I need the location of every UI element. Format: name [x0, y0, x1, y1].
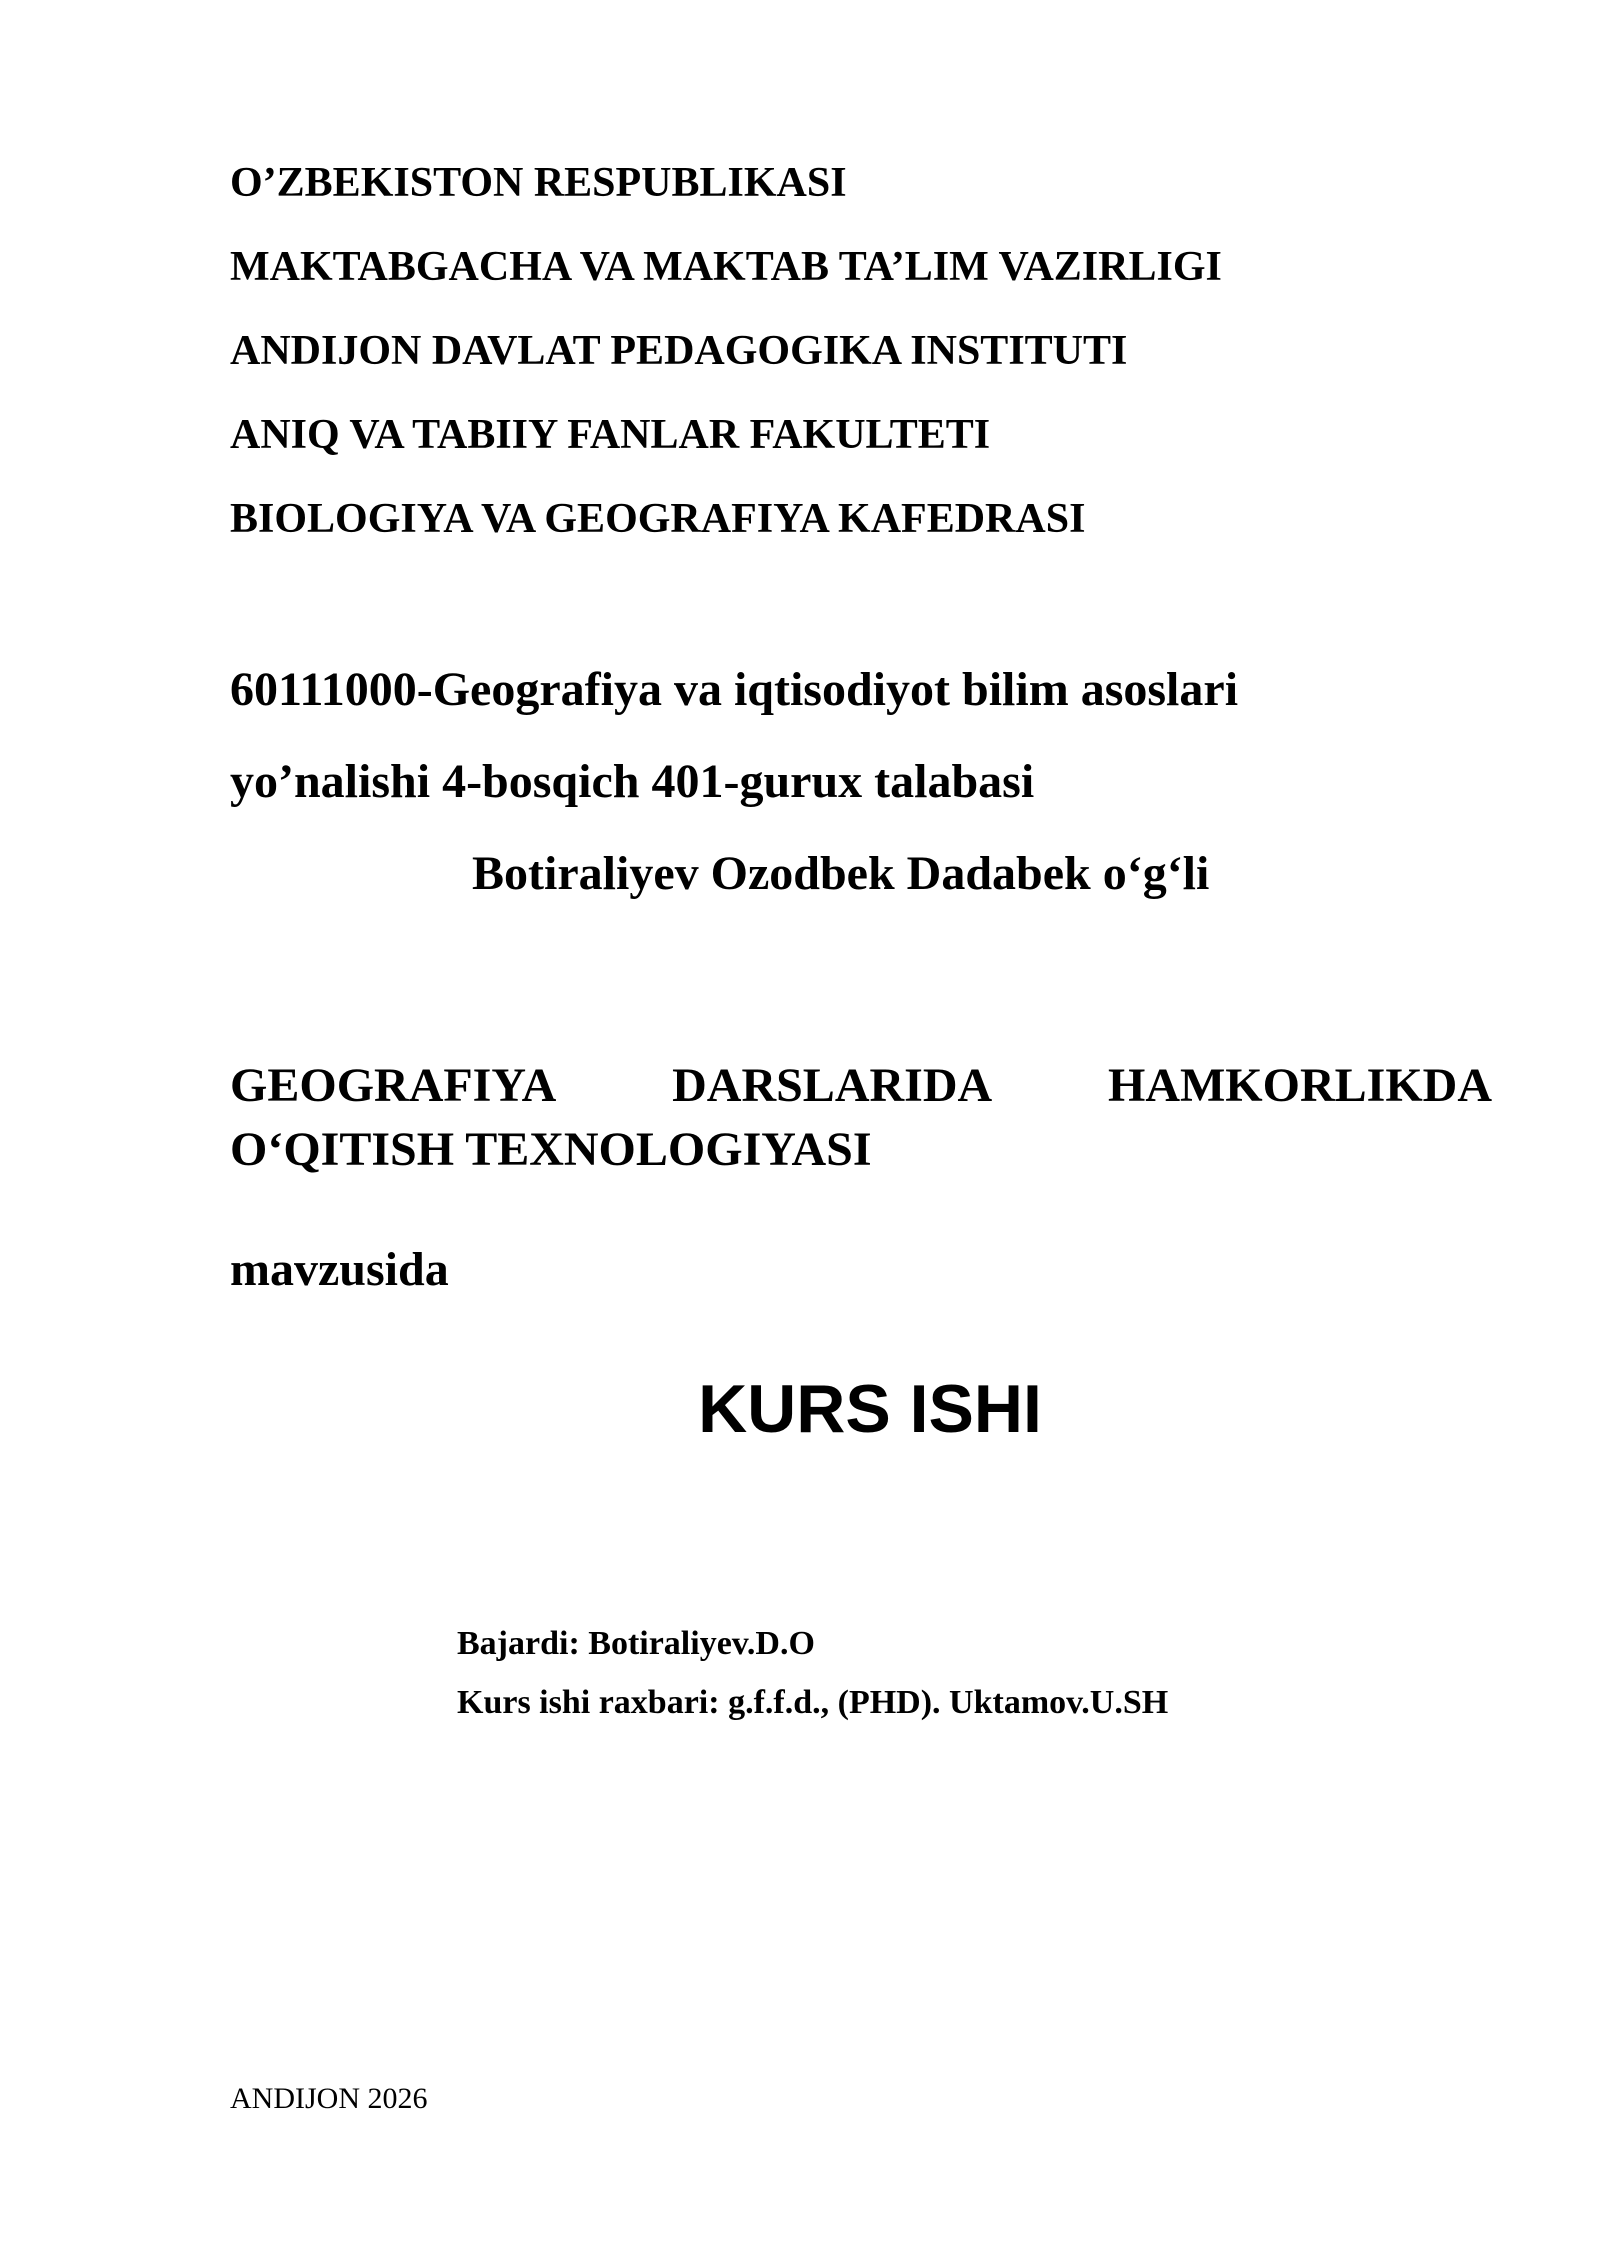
student-program: 60111000-Geografiya va iqtisodiyot bilim asoslari: [230, 663, 1239, 716]
topic-word-3: HAMKORLIKDA: [1107, 1059, 1492, 1112]
header-line-ministry: MAKTABGACHA VA MAKTAB TA’LIM VAZIRLIGI: [230, 244, 1222, 290]
header-line-country: O’ZBEKISTON RESPUBLIKASI: [230, 160, 847, 206]
header-line-faculty: ANIQ VA TABIIY FANLAR FAKULTETI: [230, 412, 991, 458]
supervisor: Kurs ishi raxbari: g.f.f.d., (PHD). Uktamov.U.SH: [457, 1684, 1169, 1721]
topic-title-line-1: [230, 1060, 1492, 1112]
header-line-department: BIOLOGIYA VA GEOGRAFIYA KAFEDRASI: [230, 496, 1086, 542]
topic-word-2: DARSLARIDA: [672, 1059, 993, 1112]
topic-title-line-2: O‘QITISH TEXNOLOGIYASI: [230, 1123, 872, 1176]
topic-suffix: mavzusida: [230, 1243, 449, 1296]
city-year: ANDIJON 2026: [230, 2082, 428, 2115]
student-name: Botiraliyev Ozodbek Dadabek o‘g‘li: [472, 847, 1210, 900]
topic-word-1: GEOGRAFIYA: [230, 1059, 557, 1112]
header-line-institute: ANDIJON DAVLAT PEDAGOGIKA INSTITUTI: [230, 328, 1128, 374]
performed-by: Bajardi: Botiraliyev.D.O: [457, 1625, 815, 1662]
work-type-title: KURS ISHI: [698, 1371, 1042, 1447]
student-course-group: yo’nalishi 4-bosqich 401-gurux talabasi: [230, 755, 1035, 808]
